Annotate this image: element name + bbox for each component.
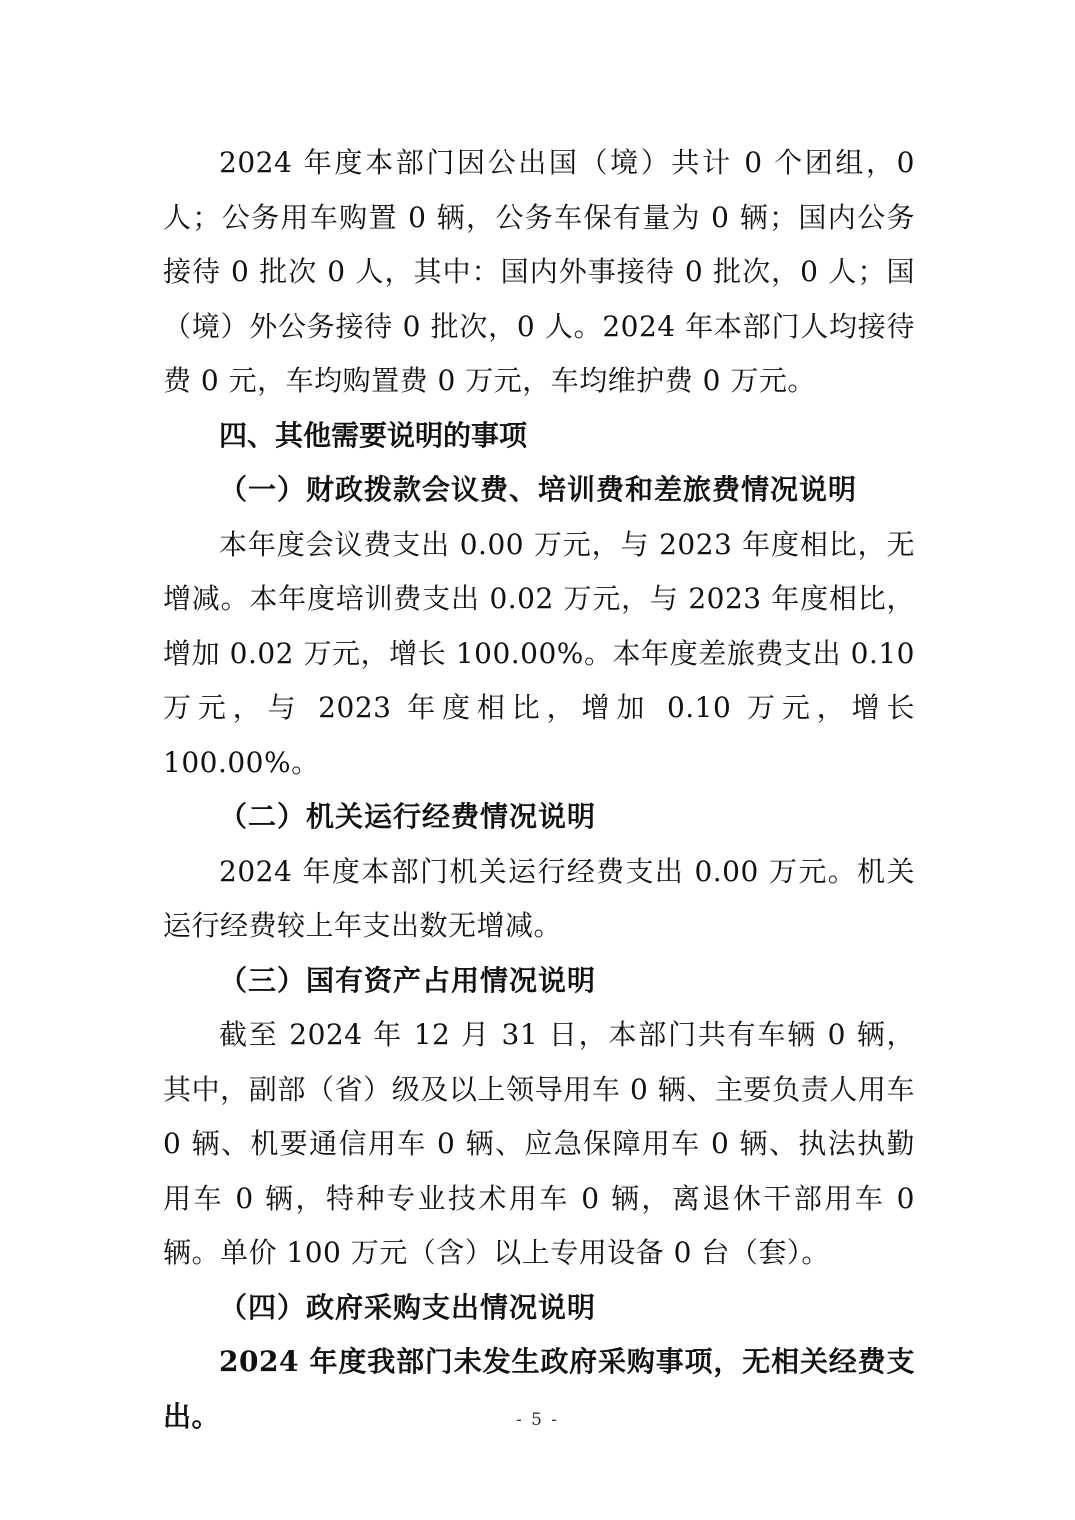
paragraph-overseas-vehicles-reception: 2024 年度本部门因公出国（境）共计 0 个团组，0 人；公务用车购置 0 辆，公务车保有量为 0 辆；国内公务接待 0 批次 0 人，其中：国内外事接待 0 批次，0 人；国（境）外公务接待 0 批次，0 人。2024 年本部门人均接待费 0 元，车均购置费 0 万元，车均维护费 0 万元。: [163, 146, 915, 397]
subheading-state-assets: （三）国有资产占用情况说明: [219, 963, 597, 997]
subheading-government-procurement: （四）政府采购支出情况说明: [219, 1290, 597, 1324]
paragraph-meeting-training-travel: 本年度会议费支出 0.00 万元，与 2023 年度相比，无增减。本年度培训费支出 0.02 万元，与 2023 年度相比，增加 0.02 万元，增长 100.00%。本年度差旅费支出 0.10 万元，与 2023 年度相比，增加 0.10 万元，增长 100.00%。: [163, 527, 915, 779]
subheading-meeting-training-travel: （一）财政拨款会议费、培训费和差旅费情况说明: [219, 473, 858, 506]
paragraph-state-assets: 截至 2024 年 12 月 31 日，本部门共有车辆 0 辆，其中，副部（省）级及以上领导用车 0 辆、主要负责人用车 0 辆、机要通信用车 0 辆、应急保障用车 0 辆、执法执勤用车 0 辆，特种专业技术用车 0 辆，离退休干部用车 0 辆。单价 100 万元（含）以上专用设备 0 台（套）。: [163, 1018, 915, 1269]
document-body: [163, 136, 915, 1444]
paragraph-operating-expenses: 2024 年度本部门机关运行经费支出 0.00 万元。机关运行经费较上年支出数无增减。: [163, 854, 915, 942]
page-number: - 5 -: [515, 1410, 560, 1430]
paragraph-government-procurement: 2024 年度我部门未发生政府采购事项，无相关经费支出。: [163, 1345, 915, 1433]
section-heading-other-matters: 四、其他需要说明的事项: [219, 418, 528, 452]
subheading-operating-expenses: （二）机关运行经费情况说明: [219, 800, 597, 833]
